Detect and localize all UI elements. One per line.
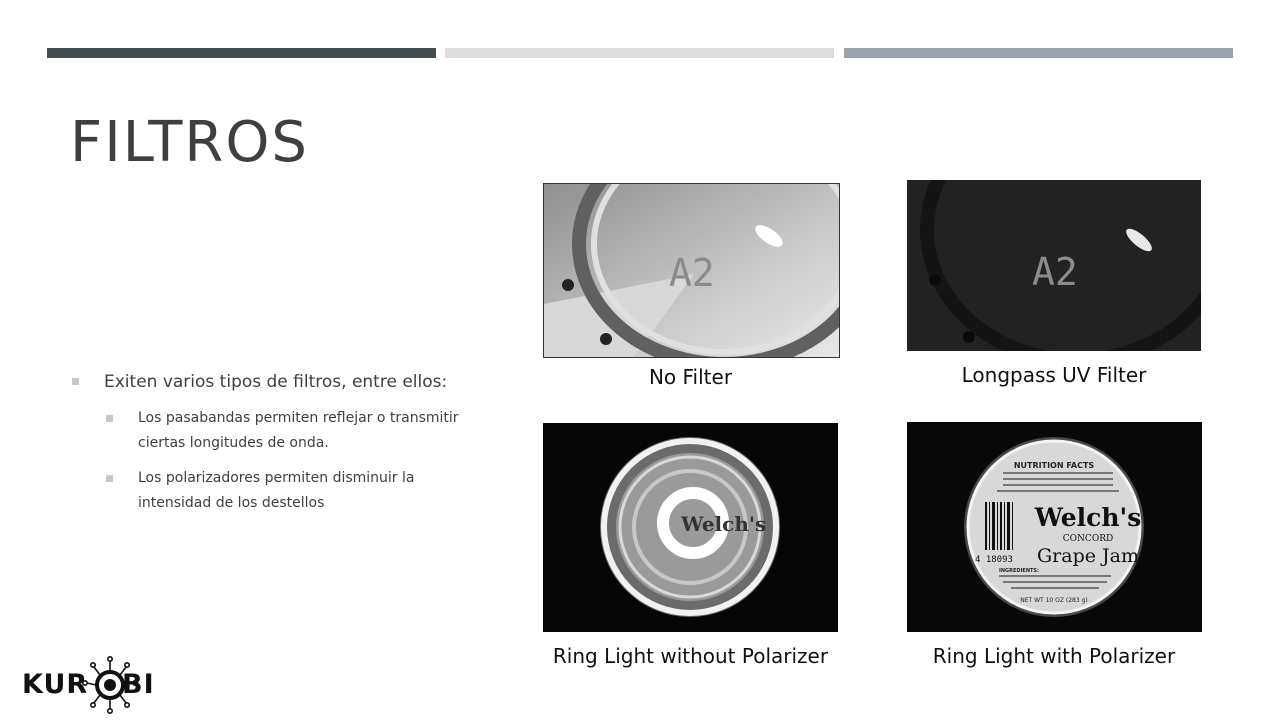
barcode-number: 4 18093 [975,555,1013,565]
sub-bullet-list [104,406,470,516]
ring-light-no-polarizer-image [543,423,838,632]
photo-ring-light-without-polarizer [543,423,838,632]
caption-no-filter: No Filter [648,365,733,389]
no-filter-image [544,184,839,357]
kurobi-logo [22,655,162,715]
ring-light-polarizer-image [907,422,1202,632]
accent-bar-medium [844,48,1233,58]
bullet-main: Exiten varios tipos de filtros, entre ellos: [70,368,470,396]
label-concord: CONCORD [1062,534,1114,544]
ring-light-brand-text: Welch's [681,512,767,536]
caption-ring-light-with-polarizer: Ring Light with Polarizer [932,644,1176,668]
accent-bar-dark [47,48,436,58]
logo-text-left: KUR [22,669,89,700]
photo-no-filter [543,183,840,358]
bullet-list [70,368,470,526]
no-filter-marking: A2 [669,251,715,295]
caption-ring-light-without-polarizer: Ring Light without Polarizer [552,644,829,668]
sub-bullet-bandpass: Los pasabandas permiten reflejar o transmitir ciertas longitudes de onda. [104,406,470,456]
logo-text-right: BI [122,669,155,700]
nutrition-facts-heading: NUTRITION FACTS [1013,461,1095,470]
label-grape-jam: Grape Jam [1037,545,1139,567]
slide-title: FILTROS [70,110,309,175]
longpass-uv-image [907,180,1201,351]
label-net-weight: NET WT 10 OZ (283 g) [1020,597,1088,604]
longpass-marking: A2 [1032,250,1078,294]
label-ingredients: INGREDIENTS: [999,568,1040,574]
brand-welchs: Welch's [1034,503,1142,532]
photo-ring-light-with-polarizer [907,422,1202,632]
caption-longpass-uv-filter: Longpass UV Filter [961,363,1147,387]
sub-bullet-polarizer: Los polarizadores permiten disminuir la intensidad de los destellos [104,466,470,516]
photo-longpass-uv-filter [907,180,1201,351]
accent-bar-light [445,48,834,58]
